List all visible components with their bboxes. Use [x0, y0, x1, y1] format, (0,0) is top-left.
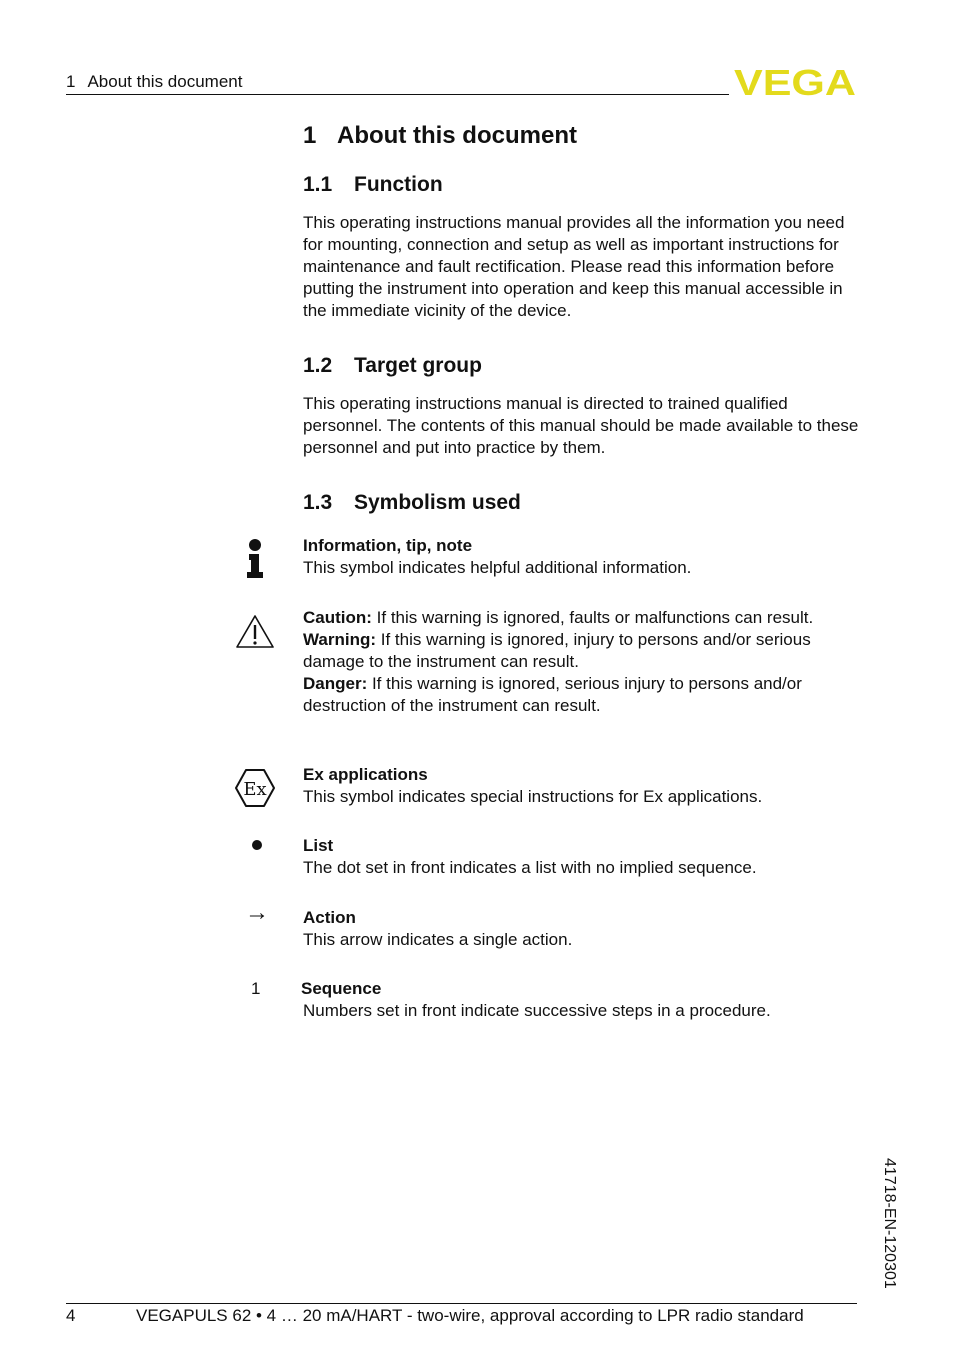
- list-description: [303, 835, 863, 879]
- page-number: 4: [66, 1306, 76, 1325]
- caution-text: If this warning is ignored, faults or malfunctions can result.: [371, 608, 814, 627]
- section-title: Function: [354, 173, 443, 196]
- running-header-title: About this document: [87, 72, 243, 91]
- sequence-text: Numbers set in front indicate successive steps in a procedure.: [303, 1001, 771, 1020]
- chapter-heading: [303, 122, 577, 150]
- footer-document-title: VEGAPULS 62 • 4 … 20 mA/HART - two-wire, approval according to LPR radio standard: [136, 1306, 804, 1325]
- arrow-right-icon: →: [245, 899, 269, 926]
- warning-text: If this warning is ignored, injury to persons and/or serious damage to the instrument can result.: [303, 630, 811, 671]
- target-group-paragraph: This operating instructions manual is directed to trained qualified personnel. The contents of this manual should be made available to these personnel and put into practice by them.: [303, 394, 859, 457]
- action-description: [303, 907, 863, 951]
- sequence-title: Sequence: [301, 979, 382, 998]
- warning-description: [303, 607, 863, 717]
- caution-line: [303, 607, 863, 629]
- info-title: Information, tip, note: [303, 536, 473, 555]
- section-number: 1.1: [303, 173, 333, 196]
- action-title: Action: [303, 908, 356, 927]
- logo-text: VEGA: [734, 64, 856, 98]
- ex-description: [303, 764, 863, 808]
- danger-line: [303, 673, 863, 717]
- ex-icon: [234, 768, 276, 808]
- section-title: Target group: [354, 354, 482, 377]
- running-header-number: 1: [66, 72, 76, 91]
- danger-label: Danger:: [303, 674, 368, 693]
- section-heading-symbolism: [303, 491, 521, 515]
- sequence-number: 1: [251, 979, 261, 998]
- info-icon: [243, 538, 267, 580]
- chapter-number: 1: [303, 122, 317, 149]
- function-paragraph: This operating instructions manual provides all the information you need for mounting, connection and setup as well as important instructions for maintenance and fault rectification. Please read this information before putting the instrument into operation and keep this manual accessible in the immediate vicinity of the device.: [303, 213, 845, 320]
- warning-triangle-icon: [235, 614, 275, 650]
- action-text: This arrow indicates a single action.: [303, 930, 573, 949]
- danger-text: If this warning is ignored, serious injury to persons and/or destruction of the instrument can result.: [303, 674, 802, 715]
- header-rule: [66, 94, 729, 95]
- running-header: [66, 72, 242, 92]
- ex-icon-text: Ex: [243, 779, 267, 800]
- footer-rule: [66, 1303, 857, 1304]
- warning-line: [303, 629, 863, 673]
- caution-label: Caution:: [303, 608, 372, 627]
- section-title: Symbolism used: [354, 491, 521, 514]
- info-text: This symbol indicates helpful additional information.: [303, 558, 692, 577]
- chapter-title: About this document: [337, 122, 577, 149]
- ex-title: Ex applications: [303, 765, 428, 784]
- section-heading-target-group: [303, 354, 482, 378]
- section-number: 1.3: [303, 491, 333, 514]
- bullet-icon: [252, 840, 262, 850]
- sequence-description: [301, 978, 861, 1022]
- list-title: List: [303, 836, 334, 855]
- vega-logo: [734, 64, 858, 98]
- document-code: 41718-EN-120301: [881, 1158, 898, 1289]
- warning-label: Warning:: [303, 630, 377, 649]
- ex-text: This symbol indicates special instructions for Ex applications.: [303, 787, 763, 806]
- list-text: The dot set in front indicates a list with no implied sequence.: [303, 858, 757, 877]
- info-description: [303, 535, 863, 579]
- section-heading-function: [303, 173, 443, 197]
- section-number: 1.2: [303, 354, 333, 377]
